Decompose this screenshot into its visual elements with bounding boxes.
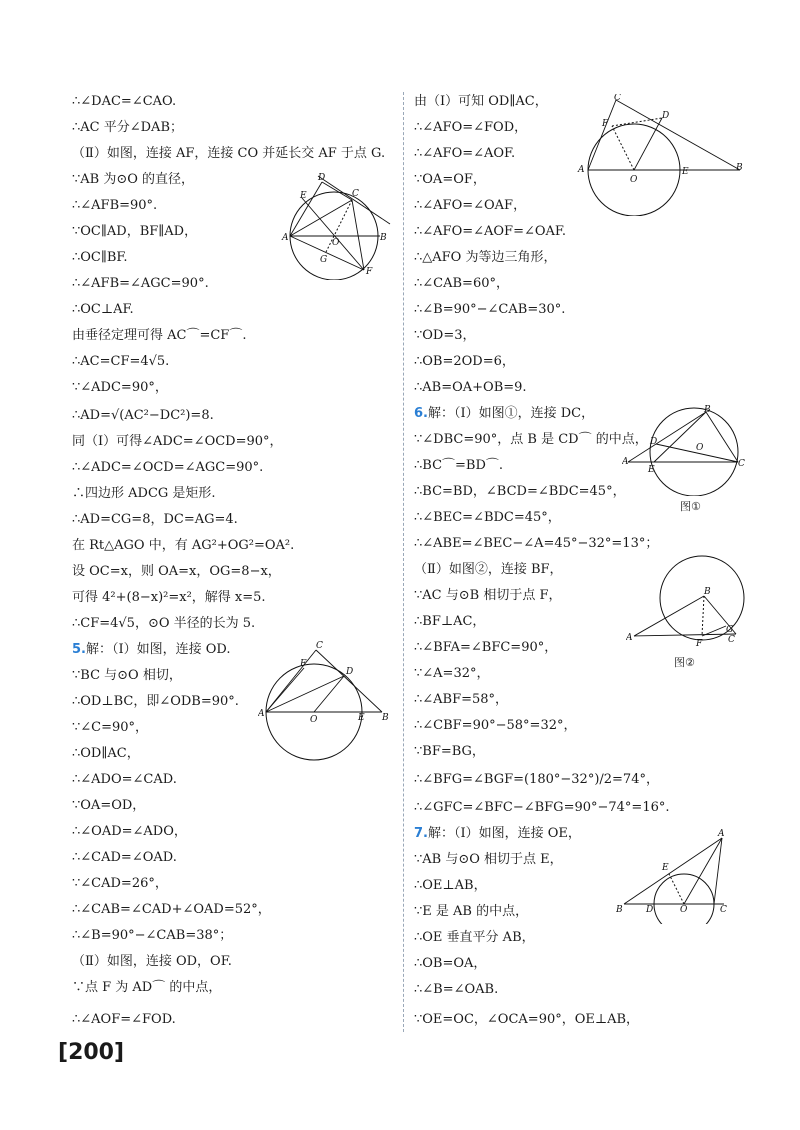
right-text-line [414, 250, 556, 266]
left-text-line [72, 328, 246, 344]
figure-problem6-2 [626, 552, 750, 648]
line-text: ∴AB=OA+OB=9. [414, 380, 527, 395]
line-text: ∴OB=2OD=6， [414, 354, 515, 369]
right-text-line [414, 588, 561, 604]
left-text-line [72, 954, 232, 970]
line-text: ∵E 是 AB 的中点， [414, 904, 529, 919]
right-text-line [414, 930, 535, 946]
left-text-line [72, 512, 238, 528]
fig-label-F: F [602, 119, 609, 129]
left-text-line [72, 380, 168, 396]
left-text-line [72, 538, 294, 554]
line-text: ∵∠DBC=90°，点 B 是 CD⌒ 的中点， [414, 432, 648, 447]
fig-label-D: D [650, 437, 658, 447]
fig-label-C: C [614, 94, 621, 103]
left-text-line [72, 642, 231, 658]
fig-label-D: D [346, 667, 354, 677]
line-text: ∴AD=CG=8，DC=AG=4. [72, 512, 238, 527]
left-text-line [72, 146, 385, 162]
fig-label-C: C [738, 459, 745, 469]
right-text-line [414, 302, 565, 318]
right-text-line [414, 276, 509, 292]
right-text-line [414, 198, 526, 214]
left-text-line [72, 798, 145, 814]
line-text: ∴OE 垂直平分 AB， [414, 930, 535, 945]
figure-problem5 [258, 640, 394, 766]
left-text-line [72, 668, 182, 684]
line-text: ∵OC∥AD，BF∥AD， [72, 224, 198, 239]
fig-label-D: D [318, 173, 326, 183]
line-text: ∴∠AFO=∠OAF， [414, 198, 527, 213]
page-number-value: 200 [68, 1040, 114, 1065]
line-text: ∴OC∥BF. [72, 250, 128, 265]
right-text-line [414, 380, 527, 396]
fig-label-C: C [316, 641, 323, 651]
line-text: 解：（Ⅰ）如图①，连接 DC， [427, 406, 595, 421]
left-text-line [72, 276, 209, 292]
right-text-line [414, 852, 563, 868]
fig-label-A: A [578, 165, 585, 175]
line-text: ∴BC⌒=BD⌒. [414, 458, 504, 473]
line-text: ∵点 F 为 AD⌒ 的中点， [72, 980, 222, 995]
line-text: 解：（Ⅰ）如图，连接 OE， [427, 826, 581, 841]
right-text-line [414, 956, 486, 972]
line-text: ∵OA=OD， [72, 798, 146, 813]
fig-label-F: F [366, 267, 373, 277]
fig-label-E: E [662, 863, 669, 873]
fig-label-E: E [648, 465, 655, 475]
line-text: ∴四边形 ADCG 是矩形. [72, 486, 216, 501]
line-text: 由垂径定理可得 AC⌒=CF⌒. [72, 328, 247, 343]
left-text-line [72, 94, 176, 110]
left-text-line [72, 486, 216, 502]
left-text-line [72, 302, 134, 318]
line-text: ∴AD=√(AC²−DC²)=8. [72, 408, 214, 423]
fig-label-B: B [616, 905, 623, 915]
right-text-line [414, 562, 563, 578]
line-text: ∴∠CBF=90°−58°=32°， [414, 718, 577, 733]
left-text-line [72, 902, 271, 918]
line-text: ∴∠ABF=58°， [414, 692, 509, 707]
right-text-line [414, 510, 561, 526]
right-text-line [414, 406, 594, 422]
line-text: ∴∠B=∠OAB. [414, 982, 499, 997]
right-text-line [414, 904, 528, 920]
line-text: ∴∠CAD=∠OAD. [72, 850, 177, 865]
line-text: ∵AC 与⊙B 相切于点 F， [414, 588, 562, 603]
line-text: ∵OE=OC，∠OCA=90°，OE⊥AB， [414, 1012, 640, 1027]
left-text-line [72, 172, 194, 188]
line-text: （Ⅱ）如图，连接 AF，连接 CO 并延长交 AF 于点 G. [72, 146, 386, 161]
fig-label-D: D [646, 905, 654, 915]
fig-label-C: C [728, 635, 735, 645]
line-text: 解：（Ⅰ）如图，连接 OD. [85, 642, 231, 657]
right-text-line [414, 772, 659, 788]
fig-label-E: E [358, 713, 365, 723]
left-text-line [72, 408, 214, 424]
right-text-line [414, 94, 548, 110]
right-text-line [414, 640, 557, 656]
fig-label-B: B [382, 713, 389, 723]
line-text: ∴OD∥AC， [72, 746, 140, 761]
line-text: ∴∠GFC=∠BFC−∠BFG=90°−74°=16°. [414, 800, 670, 815]
line-text: ∴AC=CF=4√5. [72, 354, 170, 369]
fig-label-A: A [718, 829, 725, 839]
line-text: ∴△AFO 为等边三角形， [414, 250, 557, 265]
left-text-line [72, 928, 232, 944]
figure-problem6-1 [622, 404, 752, 496]
line-text: ∴BF⊥AC， [414, 614, 486, 629]
line-text: ∴OD⊥BC，即∠ODB=90°. [72, 694, 239, 709]
fig-label-A: A [622, 457, 629, 467]
line-text: ∴∠DAC=∠CAO. [72, 94, 177, 109]
fig-label-A: A [626, 633, 633, 643]
fig-label-D: D [662, 111, 670, 121]
right-text-line [414, 878, 487, 894]
line-text: ∴BC=BD，∠BCD=∠BDC=45°， [414, 484, 626, 499]
left-text-line [72, 198, 157, 214]
line-text: ∴∠AFO=∠AOF. [414, 146, 516, 161]
line-text: 可得 4²+(8−x)²=x²，解得 x=5. [72, 590, 266, 605]
right-text-line [414, 826, 581, 842]
column-divider [403, 92, 404, 1032]
fig-label-B: B [704, 405, 711, 415]
right-text-line [414, 432, 648, 448]
left-text-line [72, 980, 221, 996]
line-text: ∴∠AFB=90°. [72, 198, 158, 213]
figure-caption-1: 图① [680, 500, 701, 513]
line-text: ∴∠CAB=∠CAD+∠OAD=52°， [72, 902, 271, 917]
line-text: ∵BF=BG， [414, 744, 485, 759]
fig-label-E: E [300, 191, 307, 201]
left-text-line [72, 746, 140, 762]
right-text-line [414, 800, 670, 816]
fig-label-E: E [682, 167, 689, 177]
line-text: ∴∠ADO=∠CAD. [72, 772, 177, 787]
line-text: ∴AC 平分∠DAB； [72, 120, 183, 135]
line-text: ∵OA=OF， [414, 172, 486, 187]
fig-label-B: B [380, 233, 387, 243]
left-text-line [72, 1012, 176, 1028]
fig-label-B: B [736, 163, 743, 173]
right-text-line [414, 484, 626, 500]
line-text: ∴∠AOF=∠FOD. [72, 1012, 176, 1027]
line-text: ∴∠ADC=∠OCD=∠AGC=90°. [72, 460, 264, 475]
line-text: ∵AB 与⊙O 相切于点 E， [414, 852, 563, 867]
fig-label-G: G [726, 625, 734, 635]
line-text: 同（Ⅰ）可得∠ADC=∠OCD=90°， [72, 434, 283, 449]
right-text-line [414, 692, 508, 708]
line-text: ∵∠ADC=90°， [72, 380, 168, 395]
fig-label-O: O [696, 443, 704, 453]
left-text-line [72, 876, 168, 892]
right-text-line [414, 458, 503, 474]
figure-problem4 [280, 170, 392, 280]
problem-number: 6. [414, 406, 428, 421]
line-text: ∴∠CAB=60°， [414, 276, 509, 291]
right-text-line [414, 1012, 639, 1028]
right-text-line [414, 146, 515, 162]
right-text-line [414, 120, 527, 136]
right-text-line [414, 328, 476, 344]
line-text: ∵∠C=90°， [72, 720, 149, 735]
page-number: [200] [58, 1040, 125, 1065]
line-text: 在 Rt△AGO 中，有 AG²+OG²=OA². [72, 538, 295, 553]
line-text: ∴OC⊥AF. [72, 302, 134, 317]
fig-label-O: O [332, 238, 340, 248]
left-text-line [72, 590, 266, 606]
right-text-line [414, 982, 498, 998]
fig-label-A: A [258, 709, 265, 719]
left-text-line [72, 250, 128, 266]
right-text-line [414, 536, 658, 552]
fig-label-C: C [720, 905, 727, 915]
line-text: ∴∠B=90°−∠CAB=30°. [414, 302, 566, 317]
left-text-line [72, 224, 197, 240]
right-text-line [414, 224, 566, 240]
right-text-line [414, 614, 485, 630]
line-text: 设 OC=x，则 OA=x，OG=8−x， [72, 564, 281, 579]
left-text-line [72, 772, 177, 788]
left-text-line [72, 120, 183, 136]
line-text: （Ⅱ）如图②，连接 BF， [414, 562, 563, 577]
line-text: ∵AB 为⊙O 的直径， [72, 172, 195, 187]
fig-label-O: O [630, 175, 638, 185]
line-text: ∴CF=4√5，⊙O 半径的长为 5. [72, 616, 256, 631]
left-text-line [72, 564, 281, 580]
fig-label-A: A [282, 233, 289, 243]
right-text-line [414, 718, 577, 734]
left-text-line [72, 434, 283, 450]
left-text-line [72, 694, 239, 710]
line-text: ∵BC 与⊙O 相切， [72, 668, 182, 683]
line-text: ∵∠A=32°， [414, 666, 490, 681]
right-text-line [414, 354, 515, 370]
figure-problem5-ii [576, 94, 750, 216]
left-text-line [72, 460, 263, 476]
line-text: ∴∠BEC=∠BDC=45°， [414, 510, 561, 525]
fig-label-B: B [704, 587, 711, 597]
problem-number: 7. [414, 826, 428, 841]
right-text-line [414, 172, 486, 188]
left-text-line [72, 720, 148, 736]
left-text-line [72, 354, 169, 370]
line-text: ∴∠ABE=∠BEC−∠A=45°−32°=13°； [414, 536, 659, 551]
fig-label-G: G [320, 255, 328, 265]
right-text-line [414, 666, 490, 682]
line-text: ∴∠B=90°−∠CAB=38°； [72, 928, 233, 943]
line-text: ∴OE⊥AB， [414, 878, 487, 893]
fig-label-C: C [352, 189, 359, 199]
left-text-line [72, 850, 177, 866]
left-text-line [72, 824, 187, 840]
fig-label-F: F [696, 639, 703, 648]
line-text: ∴∠BFA=∠BFC=90°， [414, 640, 558, 655]
line-text: 由（Ⅰ）可知 OD∥AC， [414, 94, 548, 109]
line-text: ∵∠CAD=26°， [72, 876, 168, 891]
fig-label-F: F [300, 659, 307, 669]
left-text-line [72, 616, 255, 632]
fig-label-O: O [680, 905, 688, 915]
line-text: ∵OD=3， [414, 328, 476, 343]
line-text: ∴∠BFG=∠BGF=(180°−32°)/2=74°， [414, 772, 659, 787]
right-text-line [414, 744, 485, 760]
figure-caption-2: 图② [674, 656, 695, 669]
line-text: ∴∠AFB=∠AGC=90°. [72, 276, 209, 291]
line-text: ∴∠AFO=∠AOF=∠OAF. [414, 224, 567, 239]
line-text: ∴∠AFO=∠FOD， [414, 120, 528, 135]
line-text: ∴OB=OA， [414, 956, 487, 971]
line-text: ∴∠OAD=∠ADO， [72, 824, 187, 839]
figure-problem7 [616, 828, 754, 924]
problem-number: 5. [72, 642, 86, 657]
fig-label-O: O [310, 715, 318, 725]
line-text: （Ⅱ）如图，连接 OD，OF. [72, 954, 232, 969]
